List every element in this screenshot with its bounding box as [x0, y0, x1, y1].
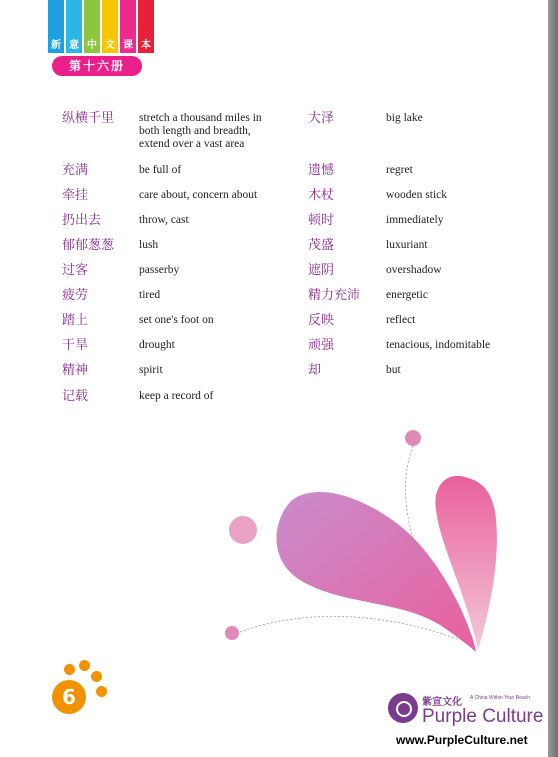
logo-url[interactable]: www.PurpleCulture.net [396, 733, 528, 747]
vocab-meaning: care about, concern about [139, 189, 258, 201]
logo-chinese-name: 紫宣文化 [422, 697, 462, 708]
vocab-word: 顽强 [308, 338, 335, 353]
vocab-meaning: throw, cast [139, 214, 189, 226]
page-edge-shadow [548, 0, 558, 757]
vocab-word: 却 [308, 363, 322, 378]
vocab-word: 木杖 [308, 188, 335, 203]
vocab-meaning: spirit [139, 364, 163, 376]
vocab-meaning: be full of [139, 164, 182, 176]
vocab-word: 精神 [62, 363, 89, 378]
vocab-meaning: big lake [386, 112, 423, 124]
logo-tagline: A China Within Your Reach [470, 695, 531, 701]
vocab-word: 过客 [62, 263, 89, 278]
vocab-meaning: luxuriant [386, 239, 428, 251]
series-char: 意 [66, 38, 82, 53]
vocab-meaning: reflect [386, 314, 416, 326]
vocab-meaning: tired [139, 289, 161, 301]
logo-name: Purple Culture [422, 706, 544, 727]
vocab-word: 充满 [62, 163, 89, 178]
paw-toe [96, 686, 107, 697]
vocab-meaning: energetic [386, 289, 428, 301]
vocab-word: 反映 [308, 313, 335, 328]
vocab-word: 大泽 [308, 111, 335, 126]
vocab-meaning: extend over a vast area [139, 138, 245, 150]
vocab-word: 精力充沛 [308, 288, 361, 303]
vocab-meaning: regret [386, 164, 413, 176]
vocab-meaning: tenacious, indomitable [386, 339, 491, 351]
volume-badge: 第十六册 [52, 56, 142, 76]
vocab-meaning: stretch a thousand miles in [139, 112, 262, 124]
vocab-word: 扔出去 [62, 213, 102, 228]
vocab-word: 纵横千里 [62, 111, 115, 126]
vocab-meaning: immediately [386, 214, 444, 226]
vocab-meaning: keep a record of [139, 390, 214, 402]
purple-culture-logo[interactable] [388, 690, 548, 750]
vocab-meaning: but [386, 364, 401, 376]
vocab-word: 遗憾 [308, 163, 335, 178]
paw-toe [64, 664, 75, 675]
vocab-word: 记载 [62, 389, 89, 404]
vocab-word: 牵挂 [62, 188, 89, 203]
series-char: 本 [138, 38, 154, 53]
vocab-word: 遮阴 [308, 263, 335, 278]
vocab-word: 茂盛 [308, 238, 335, 253]
paw-toe [91, 671, 102, 682]
series-char: 中 [84, 38, 100, 53]
vocab-word: 郁郁葱葱 [62, 238, 115, 253]
series-char: 课 [120, 38, 136, 53]
logo-mark-icon [388, 693, 418, 723]
paw-toe [79, 660, 90, 671]
vocab-word: 干旱 [62, 338, 89, 353]
vocab-meaning: drought [139, 339, 175, 351]
vocab-meaning: overshadow [386, 264, 442, 276]
vocab-meaning: both length and breadth, [139, 125, 251, 137]
series-char: 新 [48, 38, 64, 53]
vocab-word: 顿时 [308, 213, 335, 228]
vocab-word: 踏上 [62, 313, 89, 328]
vocab-meaning: lush [139, 239, 159, 251]
vocab-meaning: wooden stick [386, 189, 448, 201]
series-char: 文 [102, 38, 118, 53]
vocab-word: 疲劳 [62, 288, 89, 303]
vocab-meaning: set one's foot on [139, 314, 214, 326]
vocab-meaning: passerby [139, 264, 180, 276]
page-number: 6 [52, 680, 86, 714]
